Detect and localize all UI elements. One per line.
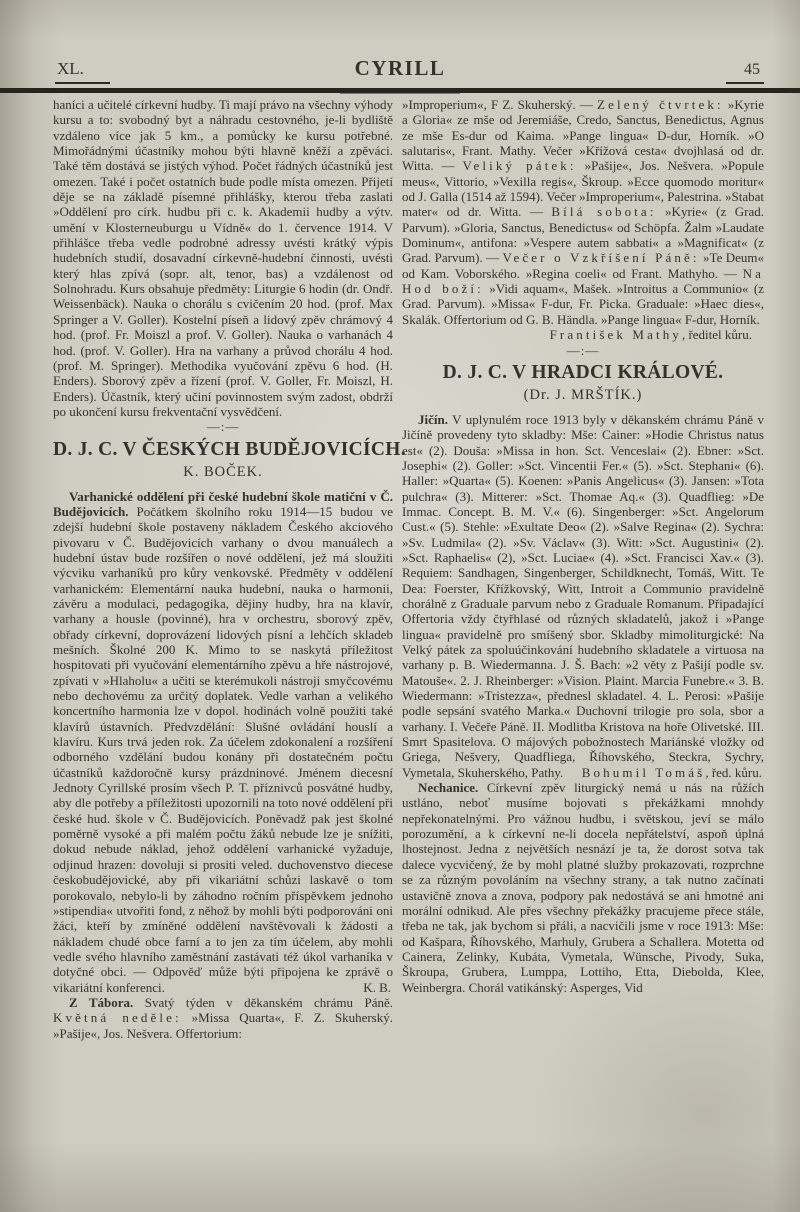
page-header: [0, 56, 800, 88]
paragraph-lead: Varhanické oddělení při české hudební škole matiční v Č. Budějovicích.: [53, 488, 393, 519]
tabor-continuation-paragraph: [402, 97, 764, 327]
nechanice-paragraph: [402, 780, 764, 995]
text-run: »Pašije«, Jos. Nešvera. »Popule meus«, Vittorio, »Vexilla regis«, Škroup. »Ecce quomodo moritur« od J. Galla (1514 až 1594). Večer »Improperium«, Palestrina. »Stabat mater« od dr. Witta. —: [402, 158, 765, 220]
budejovice-paragraph: [53, 489, 393, 995]
paragraph-lead: Nechanice.: [418, 780, 479, 796]
spaced-emphasis: Bohumil Tomáš: [581, 764, 706, 780]
hradec-section-author: (Dr. J. MRŠTÍK.): [523, 386, 643, 403]
journal-title: CYRILL: [354, 56, 446, 80]
header-rule: [0, 88, 800, 93]
mathy-signature: [402, 327, 764, 342]
text-run: , řed. kůru.: [705, 764, 762, 780]
volume-number: XL.: [55, 59, 110, 84]
text-run: Církevní zpěv liturgický nemá u nás na růžích ustláno, neboť musíme bojovati s překážkami mnohdy nepřekonatelnými. Pro vážnou hudbu, i světskou, jeví se málo porozumění, a k církevní ne-li docela nepřátelství, aspoň úplná lhostejnost. Jedna z největších nesnází je ta, že dorost sotva tak dalece vycvičený, že by mohl platné služby prokazovati, rozprchne se za různým povoláním na všechny strany, a tak nutno začínati ustavičně znova a znova, podpory pak nedostává se ani hmotné ani morální odnikud. Ale přes všechny překážky pracujeme přece stále, třeba ne tak, jak bychom si přáli, a nacvičili jsme v roce 1913: Mše: od Kašpara, Říhovského, Marhuly, Grubera a Schallera. Motetta od Cainera, Zelinky, Kubáta, Vymetala, Wünsche, Pivody, Suka, Škroupa, Grubera, Lumppa, Lottiho, Etta, Diebolda, Klee, Weinbergra. Chorál vatikánský: Asperges, Vid: [402, 780, 764, 995]
text-run: haníci a učitelé církevní hudby. Ti mají právo na všechny výhody kursu a to: svobodný byt a náhradu cestovného, je-li bydliště vzdáleno více jak 5 km., a pomůcky ke kursu potřebné. Mimořádnými účastníky mohou býti hlavně kněží a zpěváci. Také těm dostává se jistých výhod. Počet řádných účastníků jest omezen. Také i počet ostatních bude podle místa omezen. Přijetí děje se na základě písemné přihlášky, kterou třeba zaslati »Oddělení pro círk. hudbu při c. k. Akademii hudby a výtv. umění v Klosterneuburgu u Vídně« do 1. července 1914. V přihlášce třeba vedle podrobné adressy uvésti krátký výpis hudebních studií, dosavadní církevně-hudební činnosti, uvésti který hlas zpívá (sopr. alt, tenor, bas) a vzdálenost od Solnohradu. Kurs obsahuje předměty: Liturgie 6 hodin (dr. Ondř. Weissenbäck). Nauka o chorálu s cvičením 20 hod. (prof. Max Springer a V. Goller). Kostelní píseň a lidový zpěv chrámový 4 hod. (prof. Fr. Moiszl a prof. V. Goller). Nauka o varhanách 4 hod. (prof. V. Goller). Hra na varhany a průvod chorálu 4 hod. (prof. M. Springer). Methodika vyučování zpěvu 6 hod. (H. Enders). Sborový zpěv a řízení (prof. V. Goller, Fr. Moiszl, H. Enders). Účastník, který učiní povinnostem svým zadost, obdrží po ukončení kursu frekventační vysvědčení.: [53, 97, 393, 419]
spaced-emphasis: Veliký pátek:: [462, 158, 577, 174]
right-column: [402, 97, 764, 995]
paragraph-signature: [347, 980, 393, 995]
text-run: , ředitel kůru.: [681, 327, 752, 343]
text-run: Svatý týden v děkanském chrámu Páně.: [133, 994, 393, 1010]
text-run: »Kyrie« (z Grad. Parvum). »Gloria, Sanctus, Benedictus« od Schöpfa. Žalm »Laudate Dominum«, antifona: »Vespere autem sabbati« a »Magnificat« (z Grad. Parvum). —: [402, 204, 765, 266]
paragraph-lead: Z Tábora.: [69, 994, 134, 1010]
paragraph-signature: [566, 765, 764, 780]
text-run: »Kyrie a Gloria« ze mše od Jeremiáše, Credo, Sanctus, Benedictus, Agnus ze mše Es-dur od Kaima. »Pange lingua« D-dur, Horník. »O salutaris«, Frant. Mathy. Večer »Křížová cesta« dvojhlasá od dr. Witta. —: [402, 97, 764, 174]
text-run: Počátkem školního roku 1914—15 budou ve zdejší hudební škole postaveny nákladem Českého akciového pivovaru v Č. Budějovicích varhany o dvou manuálech a hudební ústav bude rozšířen o nové oddělení, jež má sloužiti výcviku varhaníků pro kůry venkovské. Předměty v oddělení varhanickém: Elementární nauka hudební, nauka o harmonii, závěru a modulaci, pedagogika, dějiny hudby, hra na klavír, varhany a housle (povinné), hra v orchestru, sborový zpěv, obřady církevní, doprovázení lidových písní a lehčích skladeb mešních. Školné 200 K. Mimo to se naskytá příležitost hospitovati při vyučování elementárního zpěvu a hře nástrojové, zpívati v »Hlaholu« a učiti se kterémukoli nástroji smyčcovému nebo dechovému za určitý doplatek. Vedle varhan a velikého koncertního harmonia lze v dopol. hodinách volně použiti také klavírů ústavních. Předvzdělání: Slušné ovládání houslí a klavíru. Kurs trvá jeden rok. Za účelem zdokonalení a rozšíření odborného vzdělání budou konány při dostatečném počtu účastníků každoročně kursy prázdninové. Jménem diecesní Jednoty Cyrillské prosím všech P. T. příznivců posvátné hudby, aby dle potřeby a příležitosti upozornili na toto nové oddělení při české hud. škole v Č. Budějovicích. Poněvadž pak jest školné poměrně vysoké a při malém počtu žáků nebude lze je snížiti, dokud nebude náklad, jehož oddělení varhanické vyžaduje, odjinud hrazen: dovoluji si prositi veled. duchovenstvo diecese českobudějovické, aby při vikariátní schůzi laskavě o tom porokovalo, nebylo-li by záhodno ročním příspěvkem jednoho »stipendia« utvořiti fond, z něhož by mohli býti podporováni oni žáci, kteří by zmíněné oddělení navštěvovali k žádosti a nákladem chudé obce farní a to jen za tím účelem, aby mohli vedle svého hlavního zaměstnání zastávati též úkol varhaníka v dotyčné obci. — Odpověď může býti připojena ke zprávě o vikariátní konferenci.: [53, 503, 393, 995]
budejovice-section-title: D. J. C. V ČESKÝCH BUDĚJOVICÍCH.: [53, 438, 406, 460]
budejovice-section-author: K. BOČEK.: [183, 463, 263, 480]
text-run: »Te Deum« od Kam. Voborského. »Regina coeli« od Frant. Mathyho. —: [402, 250, 764, 281]
text-run: V uplynulém roce 1913 byly v děkanském chrámu Páně v Jičíně provedeny tyto skladby: Mše: Cainer: »Hodie Christus natus est« (2). Douša: »Missa in hon. Sct. Venceslai« (2). Ebner: »Sct. Josephi« (2). Goller: »Sct. Vincentii Fer.« (5). »Sct. Stephani« (6). Haller: »Quarta« (5). Koenen: »Panis Angelicus« (3). Jansen: »Tota pulchra« (3). Mitterer: »Sct. Thomae Aq.« (3). Quadflieg: »De Immac. Concept. B. M. V.« (6). Singenberger: »Sct. Angelorum Cust.« (5). Stehle: »Exultate Deo« (2). »Salve Regina« (2). Sychra: »Sv. Ludmila« (2). »Sv. Václav« (3). Witt: »Sct. Augustini« (2). »Sct. Raphaelis« (2), »Sct. Luciae« (4). »Sct. Francisci Xav.« (3). Requiem: Sandhagen, Singenberger, Schildknecht, Tomáš, Witt. Te Dea: Foerster, Křížkovský, Witt, Introit a Communio pravidelně chorálně z Graduale parvum nebo z Graduale Romanum. Připadající Offertoria vždy čtyřhlasé od různých skladatelů, jakož i »Pange lingua« pravidelně pro smíšený sbor. Skladby mimoliturgické: Na Velký pátek za spoluúčinkování hudebního skladatele a virtuosa na varhany p. B. Wiedermanna. J. Š. Bach: »2 věty z Pašijí podle sv. Matouše«. 2. J. Rheinberger: »Vision. Plaint. Marcia Funebre.« 3. B. Wiedermann: »Tristezza«, přednesl skladatel. 4. L. Perosi: »Pašije podle sepsání svatého Marka.« Duchovní trilogie pro sola, sbor a varhany. I. Večeře Páně. II. Modlitba Kristova na hoře Olivetské. III. Smrt Spasitelova. O májových pobožnostech Mariánské vložky od Griega, Nešvery, Quadfliega, Říhovského, Steckra, Sychry, Vymetala, Skuherského, Pathy.: [402, 411, 764, 780]
continuation-paragraph: [53, 97, 393, 419]
hradec-section-title: D. J. C. V HRADCI KRÁLOVÉ.: [442, 361, 724, 383]
spaced-emphasis: Květná neděle:: [53, 1010, 182, 1026]
text-run: »Vidi aquam«, Mašek. »Introitus a Communio« (z Grad. Parvum). »Missa« F-dur, Fr. Picka. Graduale: »Haec dies«, Skalák. Offertorium od G. B. Händla. »Pange lingua« F-dur, Horník.: [402, 281, 764, 327]
section-divider: —:—: [206, 419, 240, 435]
spaced-emphasis: Bílá sobota:: [551, 204, 657, 220]
page-number: 45: [726, 61, 764, 84]
text-run: K. B.: [363, 979, 391, 995]
text-run: »Improperium«, F Z. Skuherský. —: [402, 97, 598, 112]
text-run: »Missa Quarta«, F. Z. Skuherský. »Pašije«, Jos. Nešvera. Offertorium:: [53, 1010, 393, 1041]
section-divider: —:—: [566, 342, 600, 358]
spaced-emphasis: Večer o Vzkříšení Páně:: [502, 250, 700, 266]
jicin-paragraph: [402, 412, 764, 780]
spaced-emphasis: Zelený čtvrtek:: [597, 97, 724, 112]
spaced-emphasis: Na Hod boží:: [402, 265, 764, 297]
paragraph-lead: Jičín.: [418, 411, 448, 427]
spaced-emphasis: František Mathy: [549, 327, 682, 343]
tabor-paragraph: [53, 995, 393, 1041]
left-column: [53, 97, 406, 1041]
